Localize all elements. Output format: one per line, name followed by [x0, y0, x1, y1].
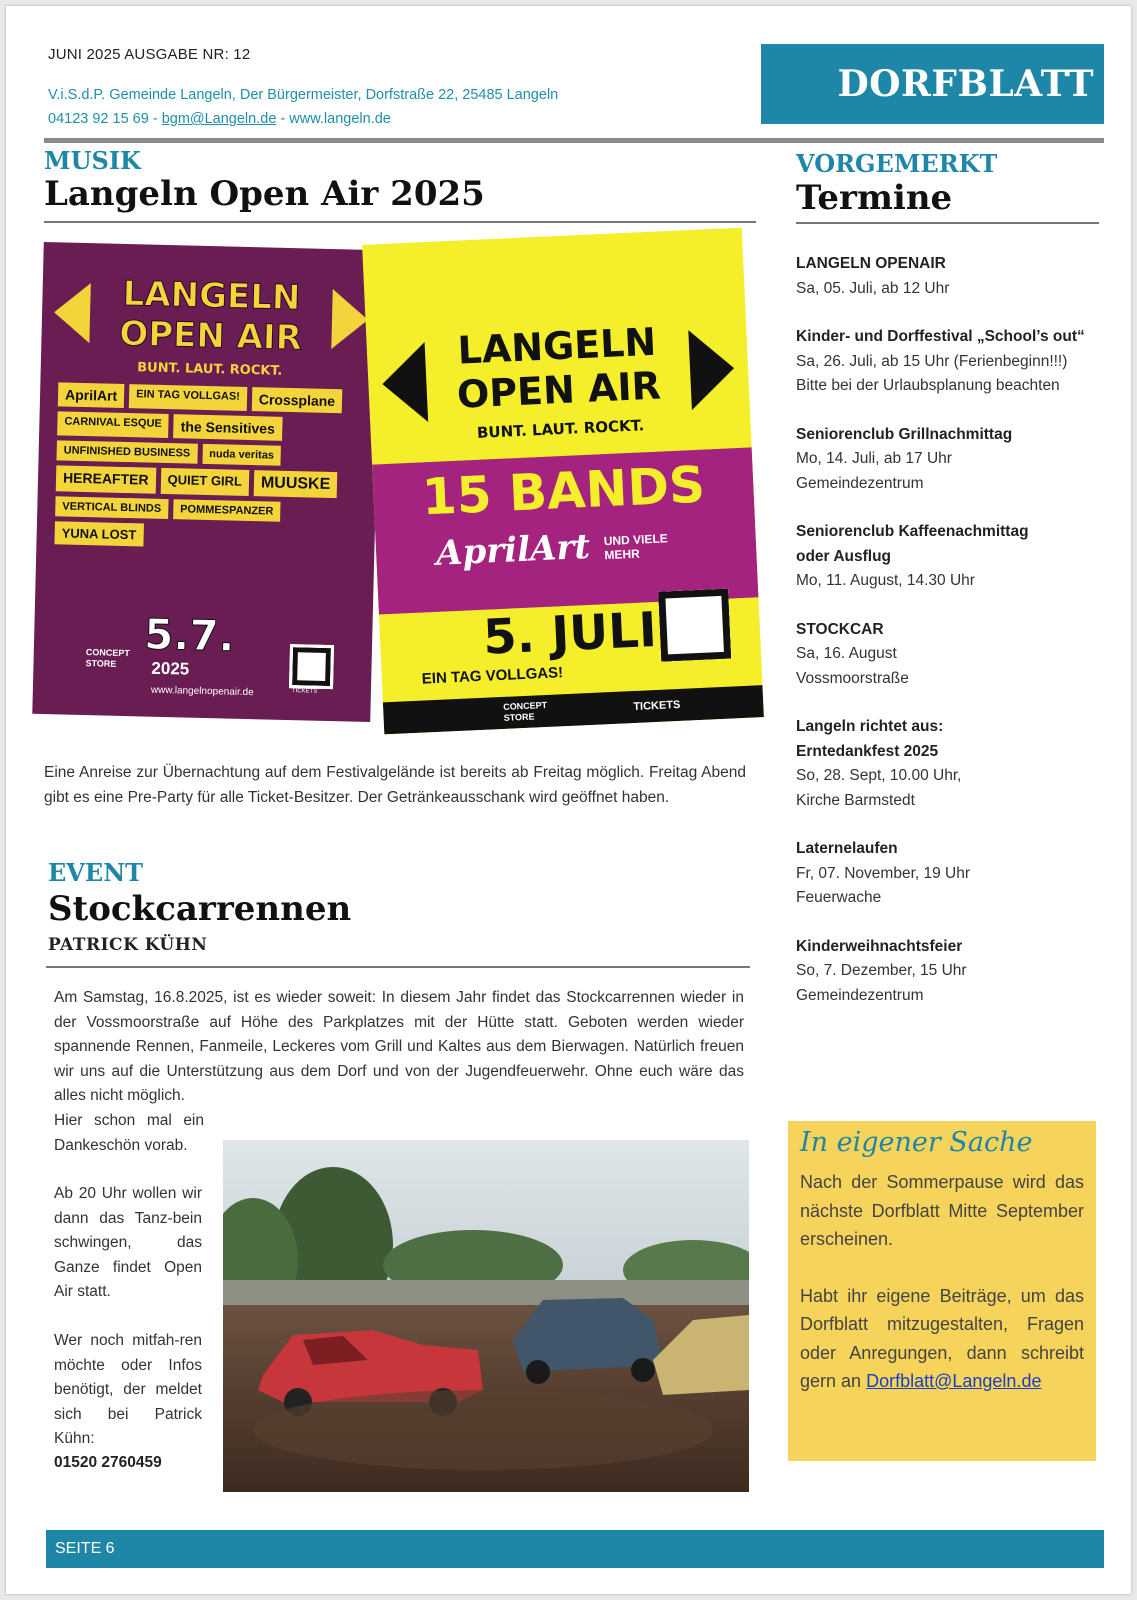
sidebox-paragraph-1: Nach der Sommerpause wird das nächste Dorfblatt Mitte September erscheinen.	[800, 1172, 1084, 1249]
termin-title: Seniorenclub Grillnachmittag	[796, 425, 1013, 443]
band-label: MUUSKE	[254, 470, 338, 498]
qr-code-icon	[289, 644, 334, 689]
termin-item	[796, 715, 1116, 813]
termine-kicker: VORGEMERKT	[796, 149, 998, 178]
poster-tagline: BUNT. LAUT. ROCKT.	[476, 416, 645, 442]
termin-title: LANGELN OPENAIR	[796, 255, 946, 272]
poster-purple	[32, 242, 381, 722]
termin-line: Sa, 26. Juli, ab 15 Uhr (Ferienbeginn!!!)	[796, 352, 1068, 370]
band-label: the Sensitives	[173, 414, 282, 441]
musik-body: Eine Anreise zur Übernachtung auf dem Festivalgelände ist bereits ab Freitag möglich. Freitag Abend gibt es eine Pre-Party für alle Ticket-Besitzer. Der Getränkeausschank wird geöffnet haben.	[44, 764, 746, 806]
poster-title-2: OPEN AIR	[118, 313, 303, 359]
termine-list	[796, 252, 1116, 1032]
sidebox-paragraph-2	[800, 1282, 1084, 1396]
termine-headline: Termine	[796, 178, 953, 218]
separator: -	[276, 111, 290, 127]
issue-line: JUNI 2025 AUSGABE NR: 12	[48, 46, 251, 63]
poster-date: 5. JULI	[481, 601, 658, 666]
band-label: nuda veritas	[202, 444, 281, 466]
band-label: CARNIVAL ESQUE	[57, 411, 169, 438]
visdp-line: V.i.S.d.P. Gemeinde Langeln, Der Bürgermeister, Dorfstraße 22, 25485 Langeln	[48, 87, 559, 103]
email-link[interactable]: bgm@Langeln.de	[161, 111, 277, 127]
termin-line: Mo, 14. Juli, ab 17 Uhr	[796, 450, 952, 467]
termin-line: Sa, 16. August	[796, 645, 897, 662]
page-number: SEITE 6	[55, 1540, 115, 1557]
musik-headline: Langeln Open Air 2025	[44, 174, 485, 214]
termin-item	[796, 423, 1116, 497]
poster-yellow	[362, 228, 764, 735]
termin-item	[796, 520, 1116, 594]
termin-line: Gemeindezentrum	[796, 986, 924, 1004]
termin-item	[796, 618, 1116, 692]
band-label: AprilArt	[58, 382, 125, 408]
poster-bands-count: 15 BANDS	[420, 455, 707, 527]
termin-line: Bitte bei der Urlaubsplanung beachten	[796, 377, 1060, 394]
band-label: YUNA LOST	[54, 521, 143, 546]
sidebox-title: In eigener Sache	[800, 1127, 1033, 1158]
event-rule	[46, 966, 750, 968]
termin-item	[796, 935, 1116, 1009]
termin-line: Gemeindezentrum	[796, 474, 924, 492]
poster-tagline: BUNT. LAUT. ROCKT.	[137, 360, 283, 379]
band-label: VERTICAL BLINDS	[55, 496, 168, 519]
in-eigener-sache-box	[788, 1121, 1096, 1461]
termin-line: Sa, 05. Juli, ab 12 Uhr	[796, 279, 950, 297]
poster-title-1: LANGELN	[456, 319, 658, 373]
event-kicker: EVENT	[48, 858, 144, 887]
event-contact: Wer noch mitfah-ren möchte oder Infos benötigt, der meldet sich bei Patrick Kühn:	[54, 1332, 202, 1447]
header-rule	[44, 138, 1104, 143]
band-label: EIN TAG VOLLGAS!	[129, 384, 247, 411]
phone-number: 04123 92 15 69	[48, 111, 149, 127]
termin-title: Langeln richtet aus: Erntedankfest 2025	[796, 718, 944, 760]
event-intro: Am Samstag, 16.8.2025, ist es wieder soweit: In diesem Jahr findet das Stockcarrennen wieder in der Vossmoorstraße auf Höhe des Parkplatzes mit der Hütte statt. Geboten werden wieder spannende Rennen, Fanmeile, Leckeres vom Grill und Kaltes aus dem Bierwagen. Natürlich freuen wir uns auf die Unterstützung aus dem Dorf und von der Jugendfeuerwehr. Ohne euch wäre das alles nicht möglich.	[54, 989, 744, 1104]
termin-title: STOCKCAR	[796, 620, 884, 638]
event-party: Ab 20 Uhr wollen wir dann das Tanz-bein schwingen, das Ganze findet Open Air statt.	[54, 1185, 202, 1300]
poster-store: CONCEPT STORE	[502, 699, 548, 723]
musik-kicker: MUSIK	[44, 146, 141, 175]
masthead: DORFBLATT	[761, 44, 1104, 124]
stockcar-photo	[223, 1140, 749, 1492]
termin-line: Feuerwache	[796, 889, 882, 906]
poster-more: UND VIELE MEHR	[603, 531, 669, 563]
separator: -	[148, 111, 162, 127]
poster-date: 5.7.	[143, 609, 236, 661]
band-label: Crossplane	[252, 387, 343, 413]
stockcar-photo-art	[223, 1140, 749, 1492]
termin-item	[796, 837, 1116, 911]
termin-title: Kinderweihnachtsfeier	[796, 937, 963, 955]
termin-title: Kinder- und Dorffestival „School’s out“	[796, 328, 1085, 345]
event-headline: Stockcarrennen	[48, 889, 352, 929]
termin-line: Vossmoorstraße	[796, 669, 909, 687]
termin-title: Seniorenclub Kaffeenachmittag oder Ausflug	[796, 523, 1029, 565]
poster-title-1: LANGELN	[122, 273, 301, 319]
sidebox-paragraph-2-text: Habt ihr eigene Beiträge, um das Dorfblatt mitzugestalten, Fragen oder Anregungen, dann schreibt gern an	[800, 1285, 1084, 1391]
poster-slogan: EIN TAG VOLLGAS!	[421, 664, 564, 688]
event-author: PATRICK KÜHN	[48, 935, 208, 955]
termin-line: Mo, 11. August, 14.30 Uhr	[796, 572, 975, 589]
termin-item	[796, 325, 1116, 399]
band-label: POMMESPANZER	[173, 499, 281, 522]
musik-rule	[44, 221, 756, 223]
poster-headliner: AprilArt	[435, 526, 591, 574]
event-thanks: Hier schon mal ein Dankeschön vorab.	[54, 1112, 204, 1154]
poster-title-2: OPEN AIR	[455, 363, 662, 417]
termin-line: Kirche Barmstedt	[796, 791, 915, 809]
termin-line: Fr, 07. November, 19 Uhr	[796, 864, 971, 882]
poster-year: 2025	[151, 658, 190, 679]
website-link[interactable]: www.langeln.de	[289, 111, 391, 127]
poster-url: www.langelnopenair.de	[150, 684, 254, 699]
event-phone: 01520 2760459	[54, 1454, 162, 1471]
termin-item	[796, 252, 1116, 301]
poster-band-list	[54, 382, 358, 551]
termin-line: So, 28. Sept, 10.00 Uhr,	[796, 767, 962, 784]
termin-title: Laternelaufen	[796, 840, 898, 857]
poster-tickets: TICKETS	[633, 698, 681, 714]
newsletter-page	[6, 6, 1131, 1594]
sidebox-email-link[interactable]: Dorfblatt@Langeln.de	[866, 1371, 1042, 1391]
band-label: UNFINISHED BUSINESS	[56, 440, 197, 463]
band-label: HEREAFTER	[56, 465, 156, 493]
contact-line	[48, 111, 391, 127]
band-label: QUIET GIRL	[160, 468, 249, 496]
poster-tickets: TICKETS	[291, 688, 318, 695]
termin-line: So, 7. Dezember, 15 Uhr	[796, 962, 967, 979]
qr-code-icon	[658, 589, 731, 662]
poster-store: CONCEPT STORE	[85, 647, 130, 669]
page-footer	[46, 1530, 1104, 1568]
termine-rule	[796, 222, 1099, 224]
